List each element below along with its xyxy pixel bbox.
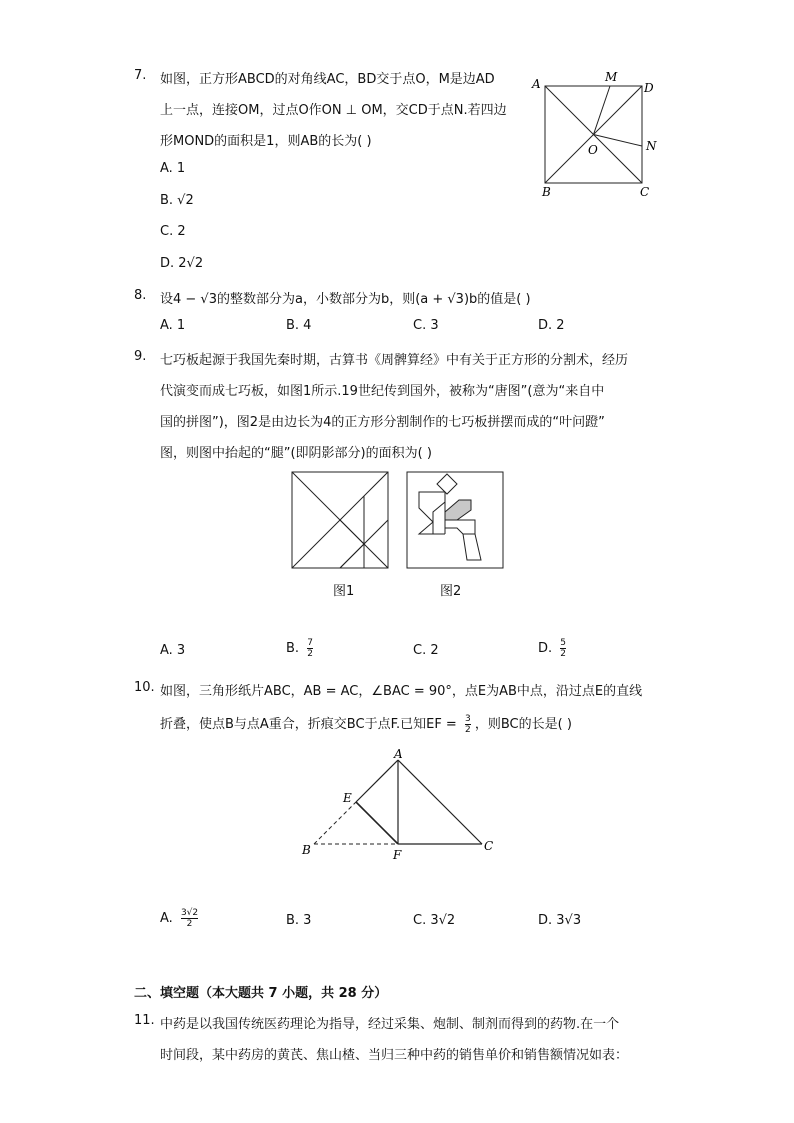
q8-option-a: A. 1 [160, 318, 186, 333]
section-2-heading: 二、填空题（本大题共 7 小题，共 28 分） [134, 986, 388, 1001]
q10-option-a: A. $\frac{3√2}{2}$ [160, 908, 199, 929]
label-b: B [542, 185, 551, 199]
q7-option-b: B. √2 [160, 193, 194, 208]
q7-option-d: D. 2√2 [160, 256, 204, 271]
label-n: N [646, 139, 657, 153]
figure-1-caption: 图1 [333, 584, 355, 599]
q7-text-line3: 形MOND的面积是1，则AB的长为( ) [160, 134, 372, 149]
q10-triangle-figure [296, 744, 502, 866]
label-c: C [640, 185, 650, 199]
q10-text-line1: 如图，三角形纸片ABC，AB = AC，∠BAC = 90°，点E为AB中点，沿过点E的直线 [160, 684, 643, 699]
label-e: E [343, 791, 352, 805]
q10-option-b: B. 3 [286, 913, 312, 928]
q11-text-line2: 时间段，某中药房的黄芪、焦山楂、当归三种中药的销售单价和销售额情况如表： [160, 1048, 629, 1063]
q8-option-b: B. 4 [286, 318, 312, 333]
q7-number: 7. [134, 68, 147, 83]
label-m: M [605, 70, 618, 84]
label-o: O [588, 143, 598, 157]
q7-text-line2: 上一点，连接OM，过点O作ON ⊥ OM，交CD于点N.若四边 [160, 103, 507, 118]
label-a: A [532, 77, 541, 91]
q7-option-a: A. 1 [160, 161, 186, 176]
label-a: A [394, 747, 403, 761]
q8-text-line1: 设4 − √3的整数部分为a，小数部分为b，则(a + √3)b的值是( ) [160, 292, 531, 307]
q9-text-line3: 国的拼图”)，图2是由边长为4的正方形分割制作的七巧板拼摆而成的“叶问蹬” [160, 415, 605, 430]
label-d: D [644, 81, 654, 95]
label-c: C [484, 839, 494, 853]
q8-number: 8. [134, 288, 147, 303]
q7-option-c: C. 2 [160, 224, 186, 239]
q9-text-line1: 七巧板起源于我国先秦时期，古算书《周髀算经》中有关于正方形的分割术，经历 [160, 353, 629, 368]
q10-number: 10. [134, 680, 155, 695]
figure-2-caption: 图2 [440, 584, 462, 599]
q9-option-d: D. $\frac{5}{2}$ [538, 638, 567, 659]
q10-option-d: D. 3√3 [538, 913, 582, 928]
q10-option-c: C. 3√2 [413, 913, 456, 928]
q7-square-figure [525, 66, 665, 202]
q9-option-d-fraction: $\frac{5}{2}$ [560, 638, 567, 659]
q9-option-b-fraction: $\frac{7}{2}$ [307, 638, 313, 659]
tangram-figure-2 [405, 470, 505, 570]
q11-text-line1: 中药是以我国传统医药理论为指导，经过采集、炮制、制剂而得到的药物.在一个 [160, 1017, 620, 1032]
ef-fraction: $\frac{3}{2}$ [464, 714, 471, 735]
q9-text-line2: 代演变而成七巧板，如图1所示.19世纪传到国外，被称为“唐图”(意为“来自中 [160, 384, 605, 399]
q11-number: 11. [134, 1013, 155, 1028]
q9-option-c: C. 2 [413, 643, 439, 658]
tangram-figure-1 [290, 470, 390, 570]
q9-number: 9. [134, 349, 147, 364]
q10-text-line2: 折叠，使点B与点A重合，折痕交BC于点F.已知EF = $\frac{3}{2}$ ，则BC的长是( ) [160, 714, 572, 735]
label-b: B [302, 843, 311, 857]
q8-option-c: C. 3 [413, 318, 439, 333]
q8-option-d: D. 2 [538, 318, 565, 333]
q10-option-a-fraction: $\frac{3√2}{2}$ [180, 908, 199, 929]
q9-option-a: A. 3 [160, 643, 186, 658]
q9-text-line4: 图，则图中抬起的“腿”(即阴影部分)的面积为( ) [160, 446, 432, 461]
q9-option-b: B. $\frac{7}{2}$ [286, 638, 313, 659]
q7-text-line1: 如图，正方形ABCD的对角线AC，BD交于点O，M是边AD [160, 72, 495, 87]
label-f: F [393, 848, 402, 862]
